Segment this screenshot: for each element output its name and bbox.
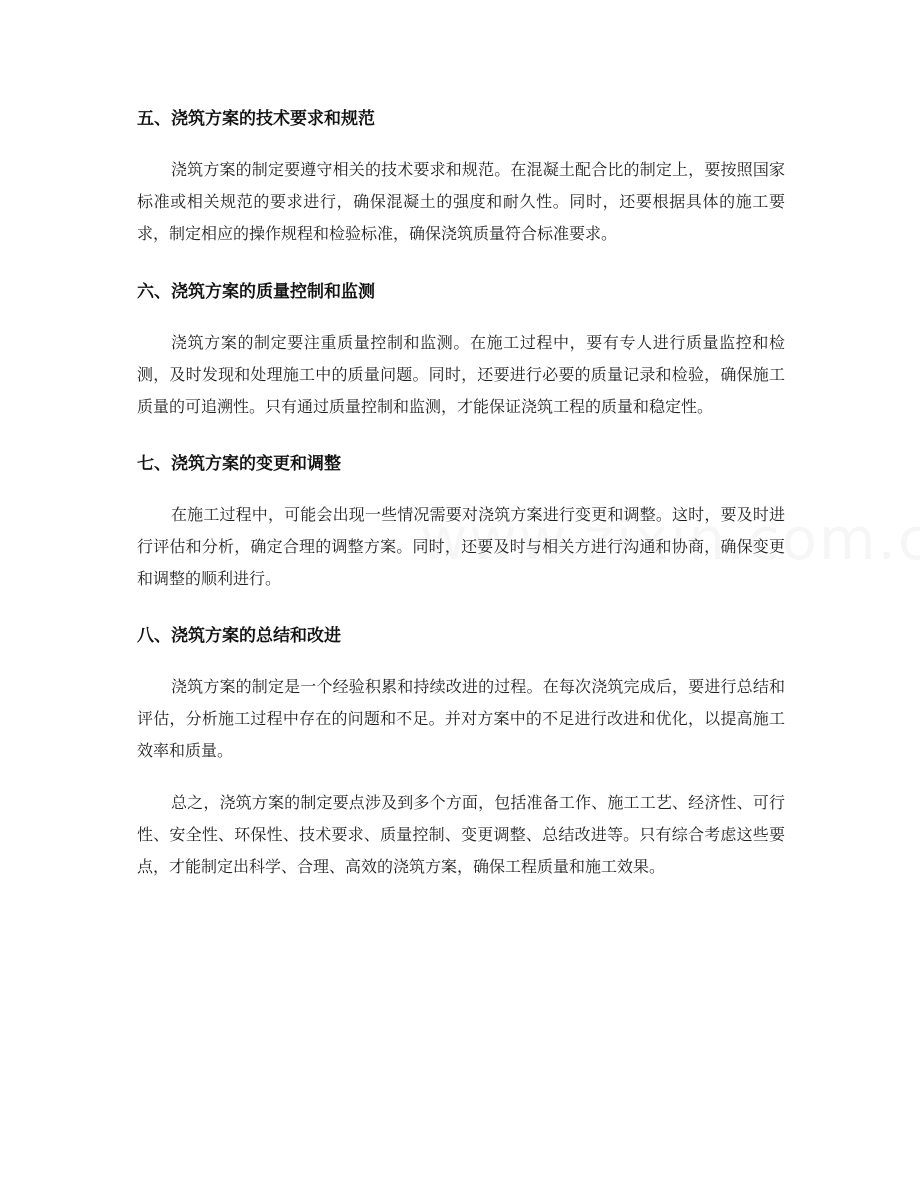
section-heading: 五、浇筑方案的技术要求和规范: [137, 109, 375, 129]
section-heading: 六、浇筑方案的质量控制和监测: [137, 282, 375, 302]
section-quality-control: [137, 277, 785, 423]
section-paragraph: 浇筑方案的制定要注重质量控制和监测。在施工过程中，要有专人进行质量监控和检测，及时发现和处理施工中的质量问题。同时，还要进行必要的质量记录和检验，确保施工质量的可追溯性。只有通过质量控制和监测，才能保证浇筑工程的质量和稳定性。: [137, 333, 785, 416]
section-paragraph: 在施工过程中，可能会出现一些情况需要对浇筑方案进行变更和调整。这时，要及时进行评估和分析，确定合理的调整方案。同时，还要及时与相关方进行沟通和协商，确保变更和调整的顺利进行。: [137, 505, 785, 588]
section-paragraph: 浇筑方案的制定要遵守相关的技术要求和规范。在混凝土配合比的制定上，要按照国家标准或相关规范的要求进行，确保混凝土的强度和耐久性。同时，还要根据具体的施工要求，制定相应的操作规程和检验标准，确保浇筑质量符合标准要求。: [137, 160, 785, 243]
section-paragraph: 浇筑方案的制定是一个经验积累和持续改进的过程。在每次浇筑完成后，要进行总结和评估，分析施工过程中存在的问题和不足。并对方案中的不足进行改进和优化，以提高施工效率和质量。: [137, 677, 785, 760]
section-heading: 八、浇筑方案的总结和改进: [137, 626, 341, 646]
section-summary-improvement: [137, 621, 785, 767]
section-changes-adjustments: [137, 449, 785, 595]
section-heading: 七、浇筑方案的变更和调整: [137, 454, 341, 474]
summary-paragraph: 总之，浇筑方案的制定要点涉及到多个方面，包括准备工作、施工工艺、经济性、可行性、安全性、环保性、技术要求、质量控制、变更调整、总结改进等。只有综合考虑这些要点，才能制定出科学、合理、高效的浇筑方案，确保工程质量和施工效果。: [137, 793, 785, 876]
document-page: [137, 104, 785, 883]
section-technical-requirements: [137, 104, 785, 250]
